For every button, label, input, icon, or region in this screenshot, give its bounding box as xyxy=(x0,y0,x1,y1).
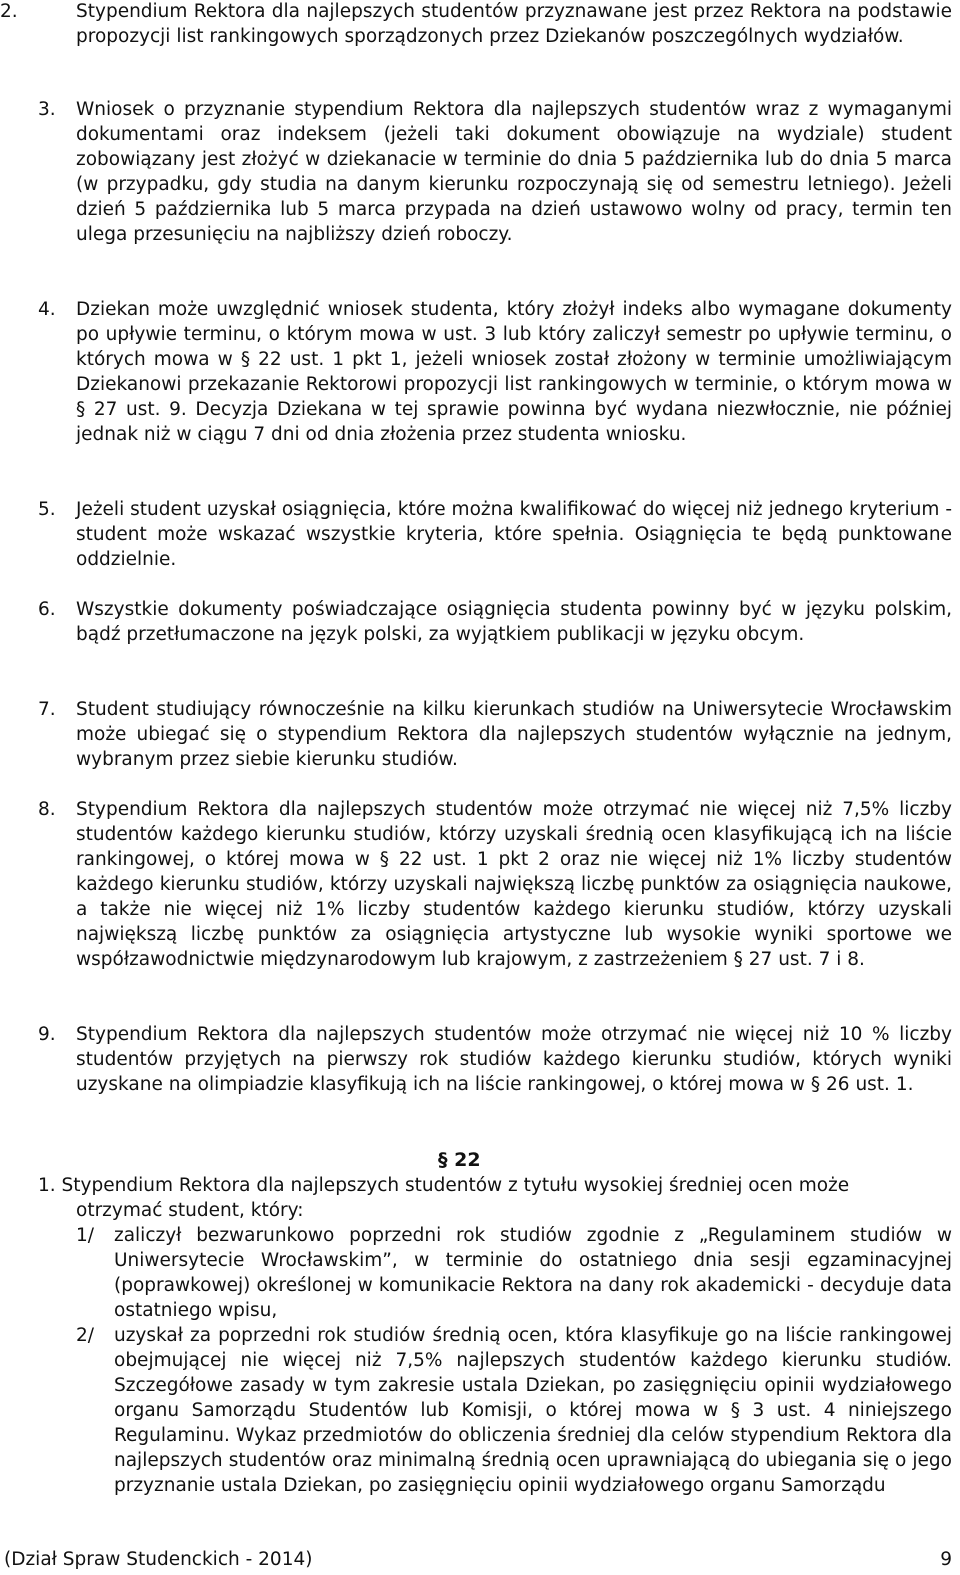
sub-item-text: uzyskał za poprzedni rok studiów średnią ocen, która klasyfikuje go na liście rankingowej obejmującej nie więcej niż 7,5% najlepszych studentów każdego kierunku studiów. Szczegółowe zasady w tym zakresie ustala Dziekan, po zasięgnięciu opinii wydziałowego organu Samorządu Studentów lub Komisji, o której mowa w § 3 ust. 4 niniejszego Regulaminu. Wykaz przedmiotów do obliczenia średniej dla celów stypendium Rektora dla najlepszych studentów oraz minimalną średnią ocen uprawniającą do ubiegania się o jego przyznanie ustala Dziekan, po zasięgnięciu opinii wydziałowego organu Samorządu xyxy=(114,1325,952,1496)
list-item xyxy=(38,297,952,447)
page-number: 9 xyxy=(940,1549,952,1570)
item-number: 2. xyxy=(0,1,18,22)
footer-source: (Dział Spraw Studenckich - 2014) xyxy=(4,1549,313,1570)
list-item xyxy=(38,597,952,647)
section-lead xyxy=(38,1173,952,1198)
list-item xyxy=(38,97,952,247)
item-number: 5. xyxy=(38,499,56,520)
item-number: 3. xyxy=(38,99,56,120)
item-text: Student studiujący równocześnie na kilku kierunkach studiów na Uniwersytecie Wrocławskim może ubiegać się o stypendium Rektora dla najlepszych studentów wyłącznie na jednym, wybranym przez siebie kierunku studiów. xyxy=(76,699,952,770)
list-item xyxy=(38,797,952,972)
item-text: Stypendium Rektora dla najlepszych studentów może otrzymać nie więcej niż 7,5% liczby studentów każdego kierunku studiów, którzy uzyskali średnią ocen klasyfikującą ich na liście rankingowej, o której mowa w § 22 ust. 1 pkt 2 oraz nie więcej niż 1% liczby studentów każdego kierunku studiów, którzy uzyskali największą liczbę punktów za osiągnięcia naukowe, a także nie więcej niż 1% liczby studentów każdego kierunku studiów, którzy uzyskali największą liczbę punktów za osiągnięcia artystyczne lub wysokie wyniki sportowe we współzawodnictwie międzynarodowym lub krajowym, z zastrzeżeniem § 27 ust. 7 i 8. xyxy=(76,799,952,970)
list-item xyxy=(38,497,952,572)
item-number: 9. xyxy=(38,1024,56,1045)
section-lead-number: 1. xyxy=(38,1175,56,1196)
section-heading: § 22 xyxy=(438,1149,481,1171)
list-item xyxy=(38,1022,952,1097)
item-number: 4. xyxy=(38,299,56,320)
item-text: Wszystkie dokumenty poświadczające osiągnięcia studenta powinny być w języku polskim, bądź przetłumaczone na język polski, za wyjątkiem publikacji w języku obcym. xyxy=(76,599,952,645)
item-text: Wniosek o przyznanie stypendium Rektora dla najlepszych studentów wraz z wymaganymi dokumentami oraz indeksem (jeżeli taki dokument obowiązuje na wydziale) student zobowiązany jest złożyć w dziekanacie w terminie do dnia 5 października lub do dnia 5 marca (w przypadku, gdy studia na danym kierunku rozpoczynają się od semestru letniego). Jeżeli dzień 5 października lub 5 marca przypada na dzień ustawowo wolny od pracy, termin ten ulega przesunięciu na najbliższy dzień roboczy. xyxy=(76,99,952,245)
sub-item-number: 2/ xyxy=(76,1325,95,1346)
section-lead-continuation: otrzymać student, który: xyxy=(76,1200,304,1221)
sub-item-text: zaliczył bezwarunkowo poprzedni rok studiów zgodnie z „Regulaminem studiów w Uniwersytecie Wrocławskim”, w terminie do ostatniego dnia sesji egzaminacyjnej (poprawkowej) określonej w komunikacie Rektora na dany rok akademicki - decyduje data ostatniego wpisu, xyxy=(114,1225,952,1321)
sub-item-number: 1/ xyxy=(76,1225,95,1246)
sub-item xyxy=(76,1323,952,1498)
section-22 xyxy=(38,1173,952,1498)
item-number: 7. xyxy=(38,699,56,720)
item-text: Jeżeli student uzyskał osiągnięcia, które można kwalifikować do więcej niż jednego kryterium - student może wskazać wszystkie kryteria, które spełnia. Osiągnięcia te będą punktowane oddzielnie. xyxy=(76,499,952,570)
item-text: Stypendium Rektora dla najlepszych studentów przyznawane jest przez Rektora na podstawie propozycji list rankingowych sporządzonych przez Dziekanów poszczególnych wydziałów. xyxy=(76,1,952,47)
item-text: Dziekan może uwzględnić wniosek studenta, który złożył indeks albo wymagane dokumenty po upływie terminu, o którym mowa w ust. 3 lub który zaliczył semestr po upływie terminu, o których mowa w § 22 ust. 1 pkt 1, jeżeli wniosek został złożony w terminie umożliwiającym Dziekanowi przekazanie Rektorowi propozycji list rankingowych w terminie, o którym mowa w § 27 ust. 9. Decyzja Dziekana w tej sprawie powinna być wydana niezwłocznie, nie później jednak niż w ciągu 7 dni od dnia złożenia przez studenta wniosku. xyxy=(76,299,952,445)
item-number: 8. xyxy=(38,799,56,820)
item-text: Stypendium Rektora dla najlepszych studentów może otrzymać nie więcej niż 10 % liczby studentów przyjętych na pierwszy rok studiów każdego kierunku studiów, których wyniki uzyskane na olimpiadzie klasyfikują ich na liście rankingowej, o której mowa w § 26 ust. 1. xyxy=(76,1024,952,1095)
section-lead-text: Stypendium Rektora dla najlepszych studentów z tytułu wysokiej średniej ocen może xyxy=(61,1175,850,1196)
item-number: 6. xyxy=(38,599,56,620)
list-item xyxy=(0,0,952,49)
sub-item xyxy=(76,1223,952,1323)
list-item xyxy=(38,697,952,772)
